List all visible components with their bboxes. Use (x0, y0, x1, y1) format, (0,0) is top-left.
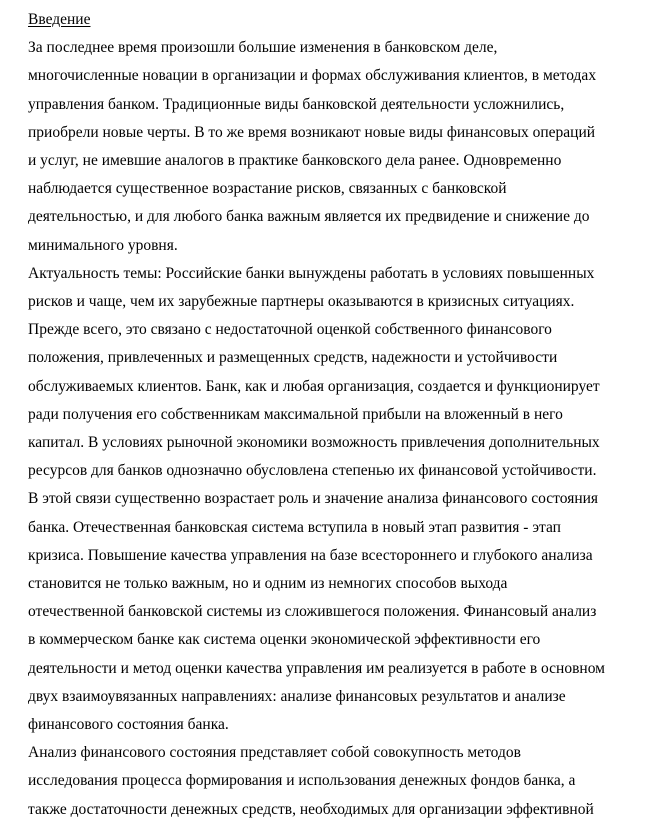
text-line: деятельностью, и для любого банка важным является их предвидение и снижение до (28, 208, 590, 226)
text-line: Актуальность темы: Российские банки вынуждены работать в условиях повышенных (28, 264, 595, 282)
text-line: За последнее время произошли большие изменения в банковском деле, (28, 39, 498, 57)
text-line: деятельности и метод оценки качества управления им реализуется в работе в основном (28, 659, 605, 677)
document-heading: Введение (28, 11, 91, 28)
text-line: наблюдается существенное возрастание рисков, связанных с банковской (28, 180, 507, 198)
text-line: в коммерческом банке как система оценки экономической эффективности его (28, 631, 541, 649)
text-line: ради получения его собственникам максимальной прибыли на вложенный в него (28, 405, 563, 423)
paragraph (28, 34, 632, 260)
text-line: В этой связи существенно возрастает роль и значение анализа финансового состояния (28, 490, 599, 508)
text-line: и услуг, не имевшие аналогов в практике банковского дела ранее. Одновременно (28, 152, 562, 170)
text-line: обслуживаемых клиентов. Банк, как и любая организация, создается и функционирует (28, 377, 600, 395)
text-line: исследования процесса формирования и использования денежных фондов банка, а (28, 772, 576, 790)
text-line: банка. Отечественная банковская система вступила в новый этап развития - этап (28, 518, 561, 536)
text-line: двух взаимоувязанных направлениях: анализе финансовых результатов и анализе (28, 687, 566, 705)
text-line: приобрели новые черты. В то же время возникают новые виды финансовых операций (28, 123, 596, 141)
text-line: управления банком. Традиционные виды банковской деятельности усложнились, (28, 95, 565, 113)
text-line: Прежде всего, это связано с недостаточной оценкой собственного финансового (28, 321, 552, 339)
text-line: отечественной банковской системы из сложившегося положения. Финансовый анализ (28, 603, 597, 621)
paragraph (28, 739, 632, 824)
text-line: кризиса. Повышение качества управления на базе всестороннего и глубокого анализа (28, 546, 593, 564)
text-line: финансового состояния банка. (28, 716, 229, 734)
text-line: минимального уровня. (28, 236, 178, 254)
text-line: положения, привлеченных и размещенных средств, надежности и устойчивости (28, 349, 558, 367)
text-line: становится не только важным, но и одним из немногих способов выхода (28, 575, 508, 593)
text-line: многочисленные новации в организации и формах обслуживания клиентов, в методах (28, 67, 597, 85)
text-line: рисков и чаще, чем их зарубежные партнеры оказываются в кризисных ситуациях. (28, 293, 575, 311)
text-line: также достаточности денежных средств, необходимых для организации эффективной (28, 800, 594, 818)
document-body (28, 34, 632, 824)
text-line: ресурсов для банков однозначно обусловлена степенью их финансовой устойчивости. (28, 462, 597, 480)
paragraph (28, 260, 632, 739)
text-line: Анализ финансового состояния представляет собой совокупность методов (28, 744, 521, 762)
text-line: капитал. В условиях рыночной экономики возможность привлечения дополнительных (28, 434, 600, 452)
